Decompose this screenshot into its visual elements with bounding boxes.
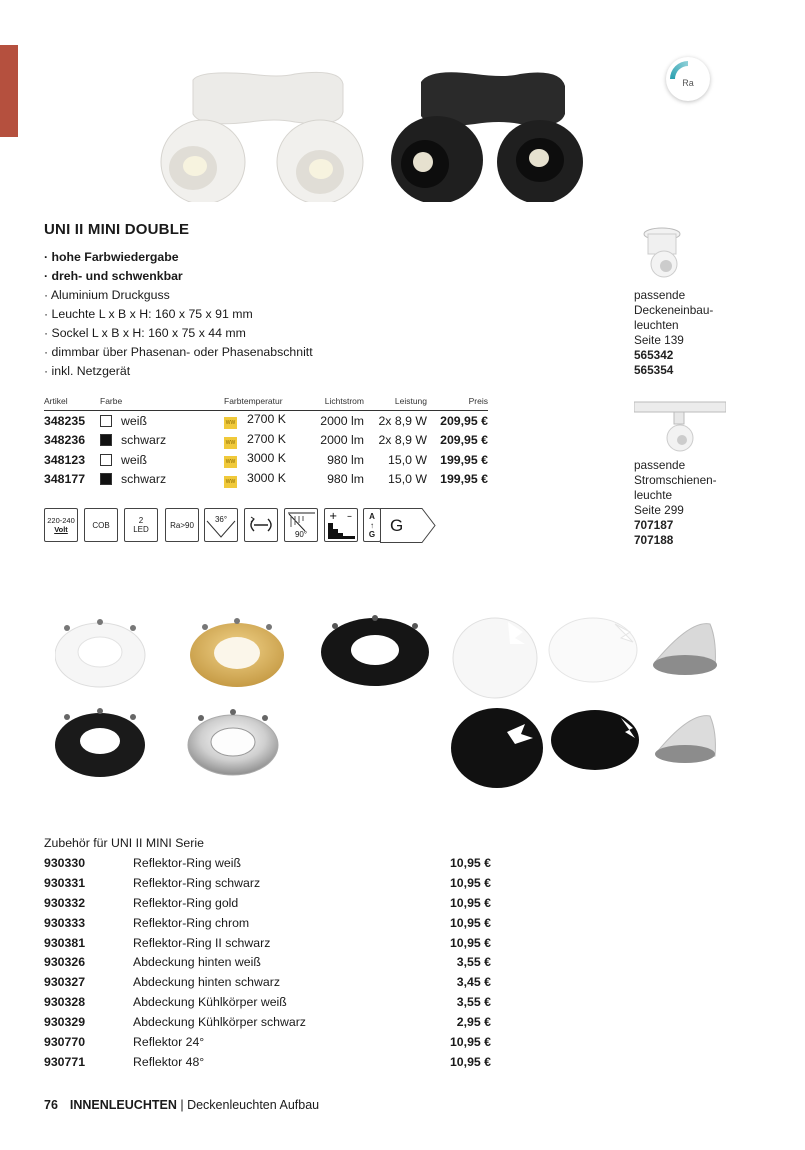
accessory-row [44, 933, 491, 953]
footer-section: INNENLEUCHTEN [69, 1098, 177, 1112]
farbe-cell [100, 450, 224, 470]
temperature-text: 3000 K [247, 470, 286, 485]
voltage-range: 220-240 [47, 516, 75, 525]
accessory-price: 10,95 € [449, 875, 491, 890]
beam-angle-icon [204, 508, 238, 542]
accessory-number: 930330 [44, 855, 86, 870]
lumen-cell: 980 lm [327, 452, 364, 467]
color-swatch [100, 454, 112, 466]
artikel-cell: 348235 [44, 413, 86, 428]
page-footer [44, 1098, 319, 1112]
ra-icon [165, 508, 199, 542]
reflector-24-image [653, 624, 717, 675]
section-tab-marker [0, 45, 18, 137]
energy-scale-bottom: G [368, 529, 376, 539]
price-cell: 209,95 € [440, 413, 488, 428]
cover-black-image [451, 708, 543, 788]
ring-gold-image [190, 618, 284, 687]
accessory-price: 10,95 € [449, 915, 491, 930]
accessory-number: 930328 [44, 995, 86, 1010]
accessory-name: Abdeckung hinten schwarz [133, 975, 280, 990]
accessory-row [44, 1052, 491, 1072]
cob-icon [84, 508, 118, 542]
arrow-up-icon: ↑ [370, 520, 374, 530]
reference-page: Seite 299 [634, 503, 684, 517]
table-row [44, 431, 488, 451]
col-artikel: Artikel [44, 395, 100, 411]
accessory-number: 930333 [44, 915, 86, 930]
voltage-icon [44, 508, 78, 542]
reference-page: Seite 139 [634, 333, 684, 347]
table-row [44, 450, 488, 470]
accessory-images [55, 610, 735, 790]
lumen-cell: 980 lm [327, 472, 364, 487]
farbe-text: weiß [121, 413, 147, 428]
warm-white-icon: WW [224, 476, 237, 488]
col-preis: Preis [427, 395, 488, 411]
col-farbtemperatur: Farbtemperatur [224, 395, 316, 411]
energy-class-arrow-icon [380, 508, 436, 544]
footer-subsection: Deckenleuchten Aufbau [187, 1098, 320, 1112]
accessory-name: Abdeckung Kühlkörper weiß [133, 995, 287, 1010]
energy-scale-icon [363, 508, 381, 542]
footer-separator: | [176, 1098, 188, 1112]
reference-line: leuchte [634, 488, 673, 502]
accessory-number: 930770 [44, 1034, 86, 1049]
cob-label: COB [92, 520, 110, 530]
svg-text:–: – [347, 511, 352, 522]
led-count: 2 [138, 516, 144, 525]
accessory-row [44, 992, 491, 1012]
accessories-heading: Zubehör für UNI II MINI Serie [44, 836, 204, 850]
recessed-reference [634, 288, 713, 378]
accessory-number: 930771 [44, 1054, 86, 1069]
temperature-cell [224, 411, 316, 431]
ring-black-ii-image [321, 615, 429, 686]
badge-label: Ra [682, 78, 694, 88]
power-cell: 15,0 W [388, 452, 427, 467]
feature-item: · inkl. Netzgerät [44, 364, 131, 378]
accessory-name: Reflektor 24° [133, 1034, 205, 1049]
accessory-name: Reflektor 48° [133, 1054, 205, 1069]
color-swatch [100, 415, 112, 427]
power-cell: 2x 8,9 W [378, 413, 427, 428]
warm-white-icon: WW [224, 437, 237, 449]
feature-item: · Leuchte L x B x H: 160 x 75 x 91 mm [44, 307, 253, 321]
svg-text:+: + [329, 511, 338, 522]
black-fixture-image [391, 72, 583, 202]
accessory-row [44, 1032, 491, 1052]
col-leistung: Leistung [364, 395, 427, 411]
color-rendering-badge [666, 57, 710, 101]
reference-line: Stromschienen- [634, 473, 717, 487]
accessory-name: Abdeckung Kühlkörper schwarz [133, 1015, 306, 1030]
power-cell: 2x 8,9 W [378, 433, 427, 448]
accessory-number: 930332 [44, 895, 86, 910]
price-cell: 199,95 € [440, 452, 488, 467]
reference-line: Deckeneinbau- [634, 303, 714, 317]
reference-line: passende [634, 458, 686, 472]
feature-item: · dreh- und schwenkbar [44, 269, 183, 283]
ra-label: Ra>90 [170, 520, 194, 530]
accessory-price: 3,55 € [456, 995, 491, 1010]
accessory-row [44, 952, 491, 972]
temperature-cell [224, 450, 316, 470]
energy-scale-top: A [369, 511, 375, 521]
table-header-row [44, 395, 488, 411]
led-count-icon [124, 508, 158, 542]
rotate-icon [244, 508, 278, 542]
lumen-cell: 2000 lm [320, 413, 364, 428]
artikel-cell: 348177 [44, 472, 86, 487]
reference-line: leuchten [634, 318, 679, 332]
temperature-text: 3000 K [247, 451, 286, 466]
dimmable-icon [324, 508, 358, 542]
page-number: 76 [44, 1098, 58, 1112]
accessory-number: 930331 [44, 875, 86, 890]
reference-code: 565354 [634, 363, 674, 377]
energy-class-label: G [390, 516, 404, 535]
feature-item: · hohe Farbwiedergabe [44, 250, 179, 264]
product-table [44, 395, 488, 489]
farbe-text: schwarz [121, 472, 167, 487]
beam-angle-label: 36° [214, 515, 228, 524]
heatsink-cover-white-image [549, 618, 637, 682]
cover-white-image [453, 618, 537, 698]
accessory-name: Reflektor-Ring schwarz [133, 875, 261, 890]
accessory-row [44, 1012, 491, 1032]
artikel-cell: 348236 [44, 433, 86, 448]
accessory-name: Reflektor-Ring gold [133, 895, 239, 910]
track-light-thumbnail [634, 400, 726, 454]
accessory-number: 930381 [44, 935, 86, 950]
artikel-cell: 348123 [44, 452, 86, 467]
accessory-name: Abdeckung hinten weiß [133, 955, 261, 970]
accessory-price: 10,95 € [449, 855, 491, 870]
accessory-number: 930329 [44, 1015, 86, 1030]
power-cell: 15,0 W [388, 472, 427, 487]
track-reference [634, 458, 717, 548]
accessory-price: 10,95 € [449, 1054, 491, 1069]
ring-white-image [55, 619, 145, 687]
price-cell: 199,95 € [440, 472, 488, 487]
accessory-row [44, 972, 491, 992]
heatsink-cover-black-image [551, 710, 639, 770]
table-row [44, 470, 488, 490]
feature-item: · Sockel L x B x H: 160 x 75 x 44 mm [44, 326, 246, 340]
white-fixture-image [161, 72, 363, 202]
reference-line: passende [634, 288, 686, 302]
farbe-cell [100, 470, 224, 490]
temperature-text: 2700 K [247, 412, 286, 427]
product-title: UNI II MINI DOUBLE [44, 221, 190, 238]
ring-black-image [55, 708, 145, 777]
tilt-label: 90° [294, 530, 308, 539]
accessory-name: Reflektor-Ring chrom [133, 915, 250, 930]
accessory-price: 3,55 € [456, 955, 491, 970]
reference-code: 707187 [634, 518, 674, 532]
feature-item: · dimmbar über Phasenan- oder Phasenabschnitt [44, 345, 313, 359]
warm-white-icon: WW [224, 456, 237, 468]
farbe-text: schwarz [121, 433, 167, 448]
accessory-row [44, 893, 491, 913]
reference-code: 707188 [634, 533, 674, 547]
color-swatch [100, 473, 112, 485]
accessory-price: 10,95 € [449, 895, 491, 910]
accessory-name: Reflektor-Ring II schwarz [133, 935, 271, 950]
accessories-table [44, 853, 491, 1072]
accessory-number: 930327 [44, 975, 86, 990]
accessory-price: 3,45 € [456, 975, 491, 990]
feature-item: · Aluminium Druckguss [44, 288, 170, 302]
accessory-price: 10,95 € [449, 935, 491, 950]
price-cell: 209,95 € [440, 433, 488, 448]
voltage-unit: Volt [54, 525, 68, 534]
accessory-number: 930326 [44, 955, 86, 970]
led-label: LED [133, 525, 149, 534]
product-image-double-spots [155, 62, 595, 202]
farbe-text: weiß [121, 452, 147, 467]
accessory-price: 2,95 € [456, 1015, 491, 1030]
accessory-name: Reflektor-Ring weiß [133, 855, 241, 870]
recessed-light-thumbnail [636, 220, 692, 280]
farbe-cell [100, 431, 224, 451]
lumen-cell: 2000 lm [320, 433, 364, 448]
temperature-text: 2700 K [247, 431, 286, 446]
reflector-48-image [655, 716, 715, 763]
col-farbe: Farbe [100, 395, 224, 411]
feature-list [44, 248, 313, 381]
warm-white-icon: WW [224, 417, 237, 429]
temperature-cell [224, 470, 316, 490]
tilt-icon [284, 508, 318, 542]
reference-code: 565342 [634, 348, 674, 362]
table-row [44, 411, 488, 431]
accessory-row [44, 873, 491, 893]
farbe-cell [100, 411, 224, 431]
accessory-price: 10,95 € [449, 1034, 491, 1049]
temperature-cell [224, 431, 316, 451]
accessory-row [44, 853, 491, 873]
col-lichtstrom: Lichtstrom [316, 395, 364, 411]
accessory-row [44, 913, 491, 933]
ring-chrome-image [188, 709, 278, 775]
color-swatch [100, 434, 112, 446]
